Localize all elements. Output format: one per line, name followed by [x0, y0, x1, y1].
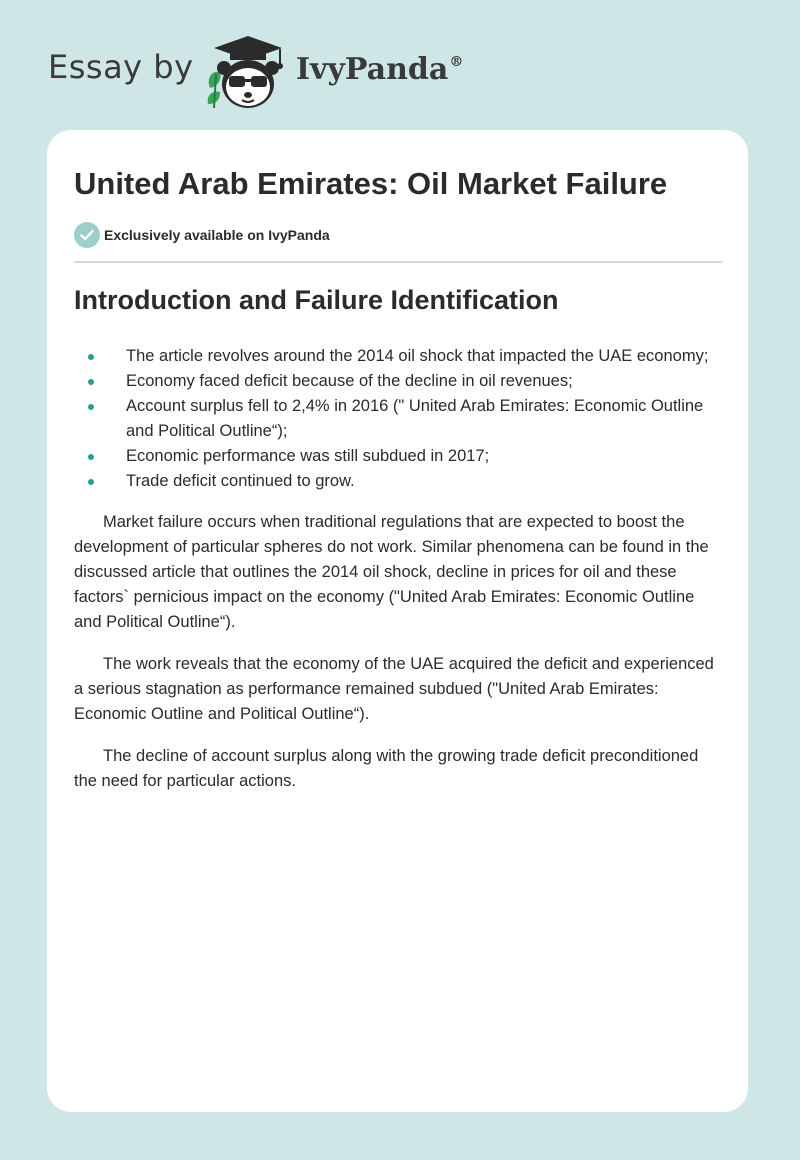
list-item: Economic performance was still subdued in 2017; — [74, 444, 724, 469]
site-header — [48, 34, 748, 114]
section-heading: Introduction and Failure Identification — [74, 285, 559, 315]
list-item: The article revolves around the 2014 oil shock that impacted the UAE economy; — [74, 344, 724, 369]
page-title: United Arab Emirates: Oil Market Failure — [74, 166, 668, 201]
essay-card — [47, 130, 748, 1112]
bullet-icon — [88, 404, 94, 410]
article-body — [74, 510, 724, 811]
ivy-leaf-icon — [208, 72, 221, 108]
bullet-list — [74, 344, 724, 494]
bullet-icon — [88, 479, 94, 485]
bullet-icon — [88, 454, 94, 460]
brand-name[interactable]: IvyPanda® — [296, 52, 464, 87]
list-item: Economy faced deficit because of the decline in oil revenues; — [74, 369, 724, 394]
essay-by-label: Essay by — [48, 48, 194, 86]
paragraph: The work reveals that the economy of the UAE acquired the deficit and experienced a serious stagnation as performance remained subdued ("United Arab Emirates: Economic Outline and Political Outline“). — [74, 655, 714, 723]
divider — [74, 261, 723, 263]
badge-label: Exclusively available on IvyPanda — [104, 227, 330, 243]
list-item: Trade deficit continued to grow. — [74, 469, 724, 494]
bullet-icon — [88, 354, 94, 360]
paragraph: Market failure occurs when traditional regulations that are expected to boost the development of particular spheres do not work. Similar phenomena can be found in the discussed article that outlines the 2014 oil shock, decline in prices for oil and these factors` pernicious impact on the economy ("United Arab Emirates: Economic Outline and Political Outline“). — [74, 513, 709, 631]
exclusive-badge — [74, 222, 330, 248]
check-circle-icon — [74, 222, 100, 248]
bullet-icon — [88, 379, 94, 385]
paragraph: The decline of account surplus along with the growing trade deficit preconditioned the need for particular actions. — [74, 747, 699, 790]
panda-logo-icon[interactable] — [202, 34, 294, 110]
list-item: Account surplus fell to 2,4% in 2016 (" United Arab Emirates: Economic Outline and Political Outline“); — [74, 394, 724, 444]
